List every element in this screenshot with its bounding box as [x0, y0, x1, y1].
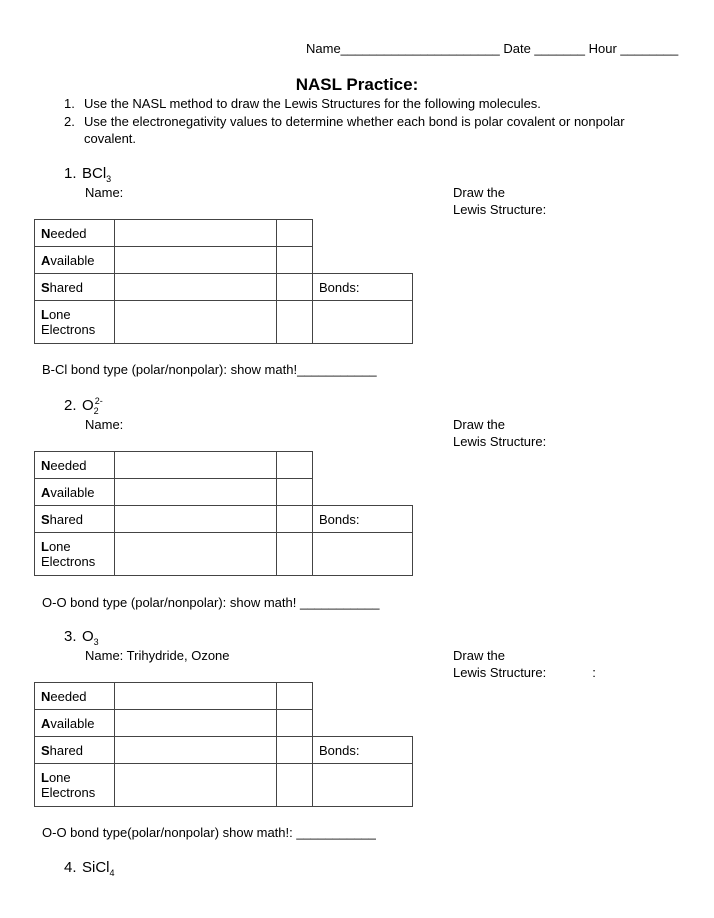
lone-total-cell[interactable]: [277, 301, 313, 344]
problem-4-heading: [64, 859, 115, 878]
instruction-2: [64, 114, 625, 129]
formula-subscript: 3: [106, 174, 112, 184]
available-total-cell[interactable]: [277, 479, 313, 506]
problem-1-bond-type[interactable]: B-Cl bond type (polar/nonpolar): show math!___________: [42, 362, 377, 377]
shared-cell[interactable]: [115, 274, 277, 301]
draw-line-2: Lewis Structure:: [453, 434, 547, 449]
instruction-text: Use the electronegativity values to determine whether each bond is polar covalent or nonpolar: [84, 114, 625, 129]
formula: O: [82, 397, 94, 414]
shared-cell[interactable]: [115, 506, 277, 533]
available-label: Available: [35, 479, 115, 506]
problem-number: 4.: [64, 859, 77, 876]
problem-number: 2.: [64, 397, 77, 414]
needed-total-cell[interactable]: [277, 220, 313, 247]
shared-cell[interactable]: [115, 737, 277, 764]
available-total-cell[interactable]: [277, 710, 313, 737]
problem-1-nasl-table: [34, 219, 413, 344]
needed-cell[interactable]: [115, 452, 277, 479]
draw-line-2: Lewis Structure: :: [453, 665, 596, 680]
problem-3-draw-prompt: [453, 647, 596, 681]
shared-label: Shared: [35, 274, 115, 301]
page-title: NASL Practice:: [295, 75, 419, 94]
available-label: Available: [35, 710, 115, 737]
formula-subscript: 4: [109, 868, 115, 878]
bonds-label: Bonds:: [313, 737, 413, 764]
shared-total-cell[interactable]: [277, 737, 313, 764]
formula-charge: 2-: [94, 396, 103, 406]
formula: BCl: [82, 165, 107, 182]
bonds-label: Bonds:: [313, 506, 413, 533]
lone-label: Lone Electrons: [35, 764, 115, 807]
problem-3-nasl-table: [34, 682, 413, 807]
problem-3-heading: [64, 628, 99, 647]
problem-2-bond-type[interactable]: O-O bond type (polar/nonpolar): show math! ___________: [42, 595, 380, 610]
draw-extra-mark: :: [592, 665, 596, 680]
formula: O: [82, 628, 94, 645]
problem-1-name[interactable]: Name:: [85, 185, 124, 200]
problem-1-draw-prompt: [453, 184, 546, 218]
instruction-text: Use the NASL method to draw the Lewis Structures for the following molecules.: [84, 96, 541, 111]
problem-number: 1.: [64, 165, 77, 182]
needed-label: Needed: [35, 452, 115, 479]
problem-2-nasl-table: [34, 451, 413, 576]
available-total-cell[interactable]: [277, 247, 313, 274]
problem-2-name[interactable]: Name:: [85, 417, 124, 432]
needed-label: Needed: [35, 683, 115, 710]
bonds-cell[interactable]: [313, 533, 413, 576]
lone-label: Lone Electrons: [35, 533, 115, 576]
bonds-label: Bonds:: [313, 274, 413, 301]
student-info-line[interactable]: Name______________________ Date _______ Hour ________: [306, 41, 679, 56]
needed-total-cell[interactable]: [277, 683, 313, 710]
needed-total-cell[interactable]: [277, 452, 313, 479]
lone-label: Lone Electrons: [35, 301, 115, 344]
problem-1-heading: [64, 165, 111, 184]
problem-2-draw-prompt: [453, 416, 546, 450]
available-cell[interactable]: [115, 479, 277, 506]
draw-line-2: Lewis Structure:: [453, 202, 547, 217]
problem-number: 3.: [64, 628, 77, 645]
problem-2-heading: [64, 396, 103, 416]
shared-label: Shared: [35, 737, 115, 764]
instruction-number: 1.: [64, 96, 75, 111]
available-label: Available: [35, 247, 115, 274]
shared-total-cell[interactable]: [277, 506, 313, 533]
shared-total-cell[interactable]: [277, 274, 313, 301]
available-cell[interactable]: [115, 710, 277, 737]
lone-total-cell[interactable]: [277, 533, 313, 576]
formula-subscript: 2: [93, 406, 99, 416]
bonds-cell[interactable]: [313, 301, 413, 344]
instruction-2-continued: covalent.: [84, 131, 137, 146]
lone-cell[interactable]: [115, 533, 277, 576]
formula-subscript: 3: [93, 637, 99, 647]
lone-cell[interactable]: [115, 301, 277, 344]
lone-cell[interactable]: [115, 764, 277, 807]
lone-total-cell[interactable]: [277, 764, 313, 807]
needed-cell[interactable]: [115, 683, 277, 710]
available-cell[interactable]: [115, 247, 277, 274]
needed-label: Needed: [35, 220, 115, 247]
bonds-cell[interactable]: [313, 764, 413, 807]
draw-line-1: Draw the: [453, 417, 506, 432]
problem-3-bond-type[interactable]: O-O bond type(polar/nonpolar) show math!: ___________: [42, 825, 376, 840]
needed-cell[interactable]: [115, 220, 277, 247]
problem-3-name[interactable]: Name: Trihydride, Ozone: [85, 648, 230, 663]
shared-label: Shared: [35, 506, 115, 533]
instruction-number: 2.: [64, 114, 75, 129]
draw-line-1: Draw the: [453, 648, 506, 663]
instruction-1: [64, 96, 541, 111]
draw-line-1: Draw the: [453, 185, 506, 200]
formula: SiCl: [82, 859, 110, 876]
